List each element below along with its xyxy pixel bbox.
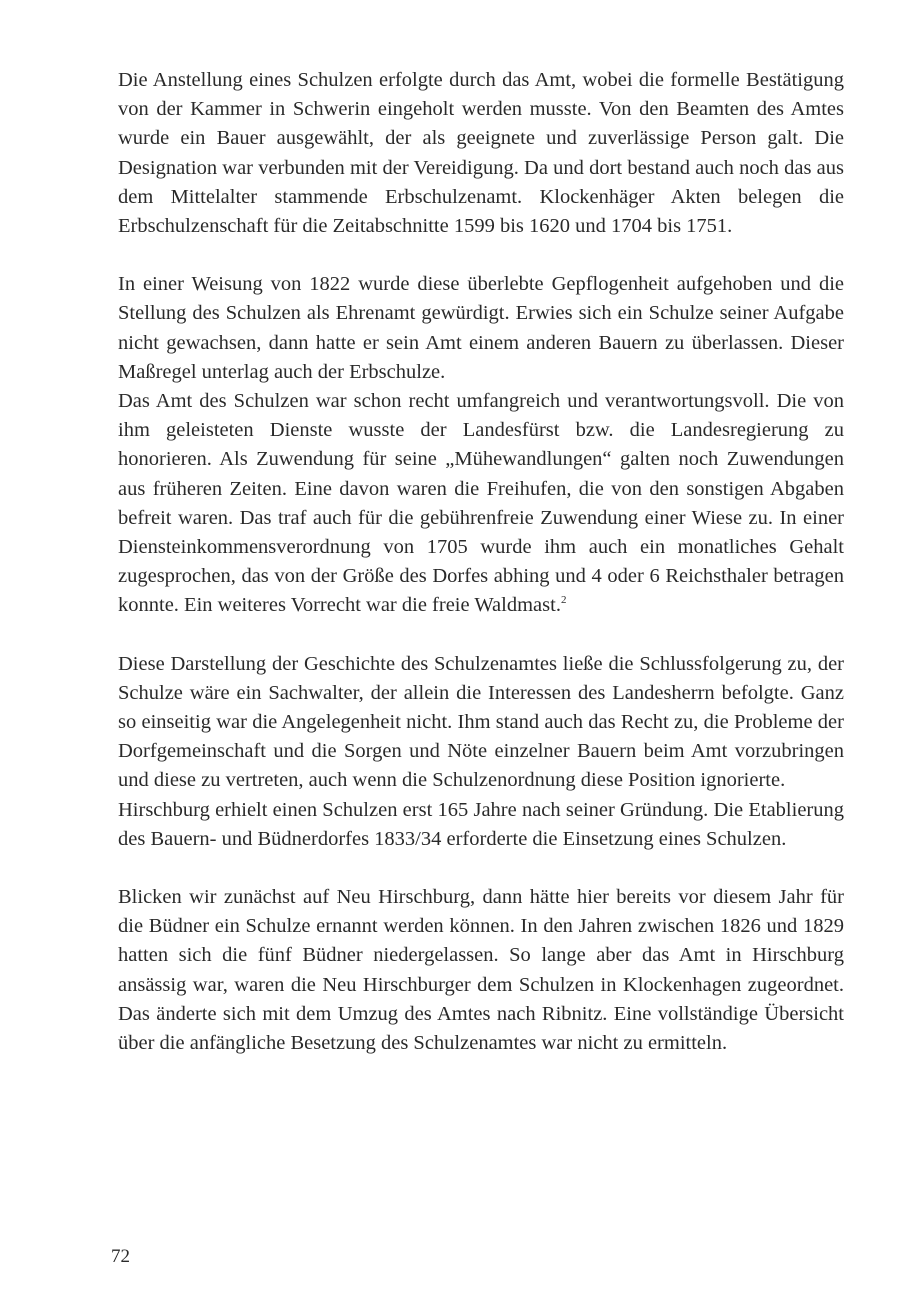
paragraph-1: Die Anstellung eines Schulzen erfolgte durch das Amt, wobei die formelle Bestätigung von der Kammer in Schwerin eingeholt werden musste. Von den Beamten des Amtes wurde ein Bauer ausgewählt, der als geeignete und zuverlässige Person galt. Die Designation war verbunden mit der Vereidigung. Da und dort bestand auch noch das aus dem Mittelalter stammende Erbschulzenamt. Klockenhäger Akten belegen die Erbschulzenschaft für die Zeitabschnitte 1599 bis 1620 und 1704 bis 1751. [118,69,844,238]
footnote-marker: 2 [560,594,567,607]
paragraph-5: Hirschburg erhielt einen Schulzen erst 165 Jahre nach seiner Gründung. Die Etablierung des Bauern- und Büdnerdorfes 1833/34 erforderte die Einsetzung eines Schulzen. [118,798,844,850]
paragraph-3 [118,387,844,621]
paragraph-3-text: Das Amt des Schulzen war schon recht umfangreich und verantwortungsvoll. Die von ihm geleisteten Dienste wusste der Landesfürst bzw. die Landesregierung zu honorieren. Als Zuwendung für seine „Mühewandlungen“ galten noch Zuwendungen aus früheren Zeiten. Eine davon waren die Freihufen, die von den sonstigen Abgaben befreit waren. Das traf auch für die gebührenfreie Zuwendung einer Wiese zu. In einer Diensteinkommensverordnung von 1705 wurde ihm auch ein monatliches Gehalt zugesprochen, das von der Größe des Dorfes abhing und 4 oder 6 Reichsthaler betragen konnte. Ein weiteres Vorrecht war die freie Waldmast. [118,390,844,617]
page-number: 72 [111,1246,130,1267]
paragraph-6: Blicken wir zunächst auf Neu Hirschburg, dann hätte hier bereits vor diesem Jahr für die Büdner ein Schulze ernannt werden können. In den Jahren zwischen 1826 und 1829 hatten sich die fünf Büdner niedergelassen. So lange aber das Amt in Hirschburg ansässig war, waren die Neu Hirschburger dem Schulzen in Klockenhagen zugeordnet. Das änderte sich mit dem Umzug des Amtes nach Ribnitz. Eine vollständige Übersicht über die anfängliche Besetzung des Schulzenamtes war nicht zu ermitteln. [118,886,844,1055]
paragraph-4: Diese Darstellung der Geschichte des Schulzenamtes ließe die Schlussfolgerung zu, der Schulze wäre ein Sachwalter, der allein die Interessen des Landesherrn befolgte. Ganz so einseitig war die Angelegenheit nicht. Ihm stand auch das Recht zu, die Probleme der Dorfgemeinschaft und die Sorgen und Nöte einzelner Bauern beim Amt vorzubringen und diese zu vertreten, auch wenn die Schulzenordnung diese Position ignorierte. [118,652,844,792]
paragraph-2: In einer Weisung von 1822 wurde diese überlebte Gepflogenheit aufgehoben und die Stellung des Schulzen als Ehrenamt gewürdigt. Erwies sich ein Schulze seiner Aufgabe nicht gewachsen, dann hatte er sein Amt einem anderen Bauern zu überlassen. Dieser Maßregel unterlag auch der Erbschulze. [118,273,844,383]
body-text [118,66,844,1058]
